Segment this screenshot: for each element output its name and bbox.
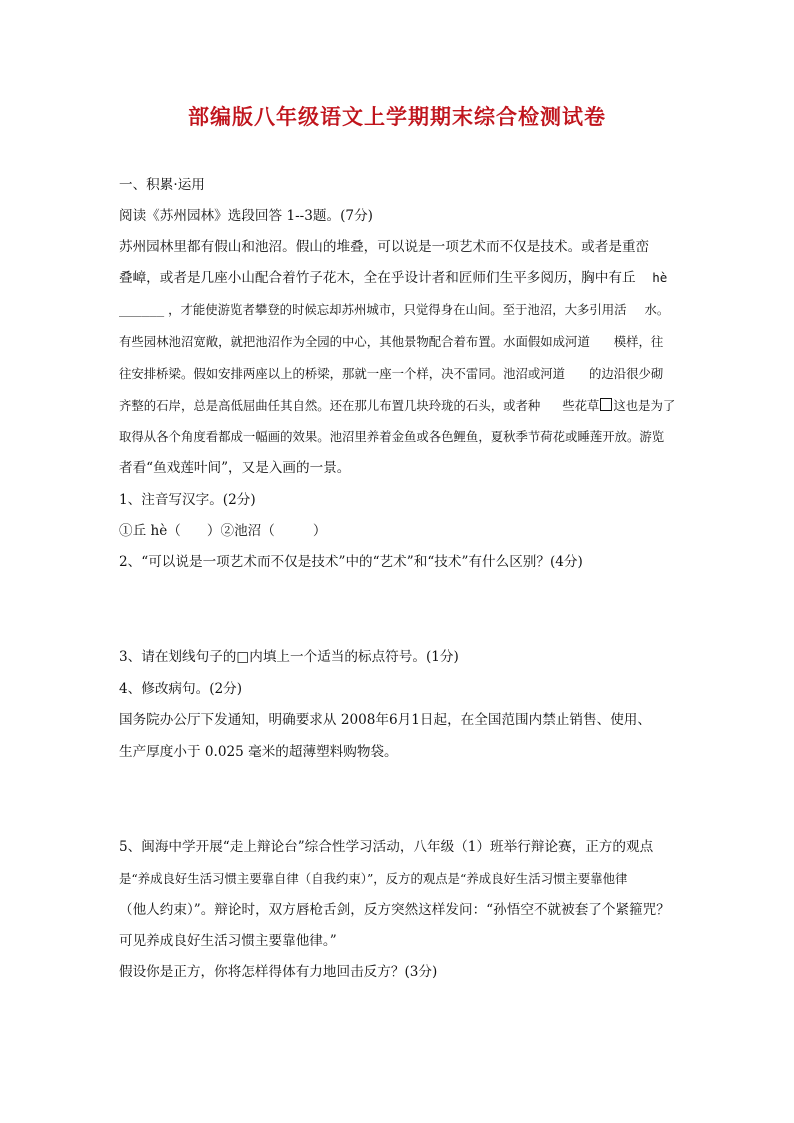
blank-b-label: ）②池沼（ xyxy=(206,523,275,539)
reading-intro: 阅读《苏州园林》选段回答 1--3题。(7分) xyxy=(119,208,373,224)
passage-line-5-text: 往安排桥梁。假如安排两座以上的桥梁，那就一座一个样，决不雷同。池沼或河道 xyxy=(119,366,566,381)
blank-a-label: ①丘 hè（ xyxy=(119,523,181,539)
question-5-line-4: 可见养成良好生活习惯主要靠他律。” xyxy=(119,933,337,949)
passage-line-6 xyxy=(119,397,675,415)
passage-line-2 xyxy=(119,269,667,287)
passage-line-4-end: 模样，往 xyxy=(613,334,664,349)
question-5-line-2: 是“养成良好生活习惯主要靠自律（自我约束）”，反方的观点是“养成良好生活习惯主要靠他律 xyxy=(119,871,628,886)
passage-line-3-text: ，才能使游览者攀登的时候忘却苏州城市，只觉得身在山间。至于池沼，大多引用活 xyxy=(168,302,627,317)
passage-line-5 xyxy=(119,365,663,383)
question-3: 3、请在划线句子的□内填上一个适当的标点符号。(1分) xyxy=(119,649,459,665)
question-4: 4、修改病句。(2分) xyxy=(119,681,243,697)
passage-line-2-text: 叠嶂，或者是几座小山配合着竹子花木，全在乎设计者和匠师们生平多阅历，胸中有丘 xyxy=(119,270,636,286)
blank-c-label: ） xyxy=(312,523,327,539)
passage-line-4-text: 有些园林池沼宽敞，就把池沼作为全园的中心，其他景物配合着布置。水面假如成河道 xyxy=(119,334,590,349)
passage-line-6-end: 这也是为了 xyxy=(613,398,676,413)
question-5-line-1: 5、闽海中学开展“走上辩论台”综合性学习活动，八年级（1）班举行辩论赛，正方的观点 xyxy=(119,839,654,855)
pinyin-he: hè xyxy=(652,270,668,285)
passage-line-1: 苏州园林里都有假山和池沼。假山的堆叠，可以说是一项艺术而不仅是技术。或者是重峦 xyxy=(119,239,650,255)
passage-line-3-end: 水。 xyxy=(644,302,670,317)
punctuation-box[interactable] xyxy=(600,398,612,411)
passage-line-4 xyxy=(119,333,663,351)
section-heading: 一、积累·运用 xyxy=(119,177,205,193)
answer-blank[interactable]: ______ xyxy=(119,302,165,317)
question-2: 2、“可以说是一项艺术而不仅是技术”中的“艺术”和“技术”有什么区别？(4分) xyxy=(119,554,583,570)
passage-line-3 xyxy=(119,301,669,319)
question-5-line-3: （他人约束）”。辩论时，双方唇枪舌剑，反方突然这样发问：“孙悟空不就被套了个紧箍咒？ xyxy=(119,902,670,918)
question-4-text-1: 国务院办公厅下发通知，明确要求从 2008年6月1日起，在全国范围内禁止销售、使用、 xyxy=(119,712,651,728)
question-1-blanks xyxy=(119,522,326,540)
passage-line-6-text: 齐整的石岸，总是高低屈曲任其自然。还在那儿布置几块玲珑的石头，或者种 xyxy=(119,398,541,413)
question-5-line-5: 假设你是正方，你将怎样得体有力地回击反方？(3分) xyxy=(119,964,438,980)
passage-line-8: 者看“鱼戏莲叶间”，又是入画的一景。 xyxy=(119,460,351,476)
passage-line-6-mid: 些花草 xyxy=(562,398,600,413)
page-title: 部编版八年级语文上学期期末综合检测试卷 xyxy=(188,104,606,129)
question-1: 1、注音写汉字。(2分) xyxy=(119,492,256,508)
question-4-text-2: 生产厚度小于 0.025 毫米的超薄塑料购物袋。 xyxy=(119,744,398,760)
passage-line-5-end: 的边沿很少砌 xyxy=(588,366,664,381)
passage-line-7: 取得从各个角度看都成一幅画的效果。池沼里养着金鱼或各色鲤鱼，夏秋季节荷花或睡莲开放。游览 xyxy=(119,429,665,444)
